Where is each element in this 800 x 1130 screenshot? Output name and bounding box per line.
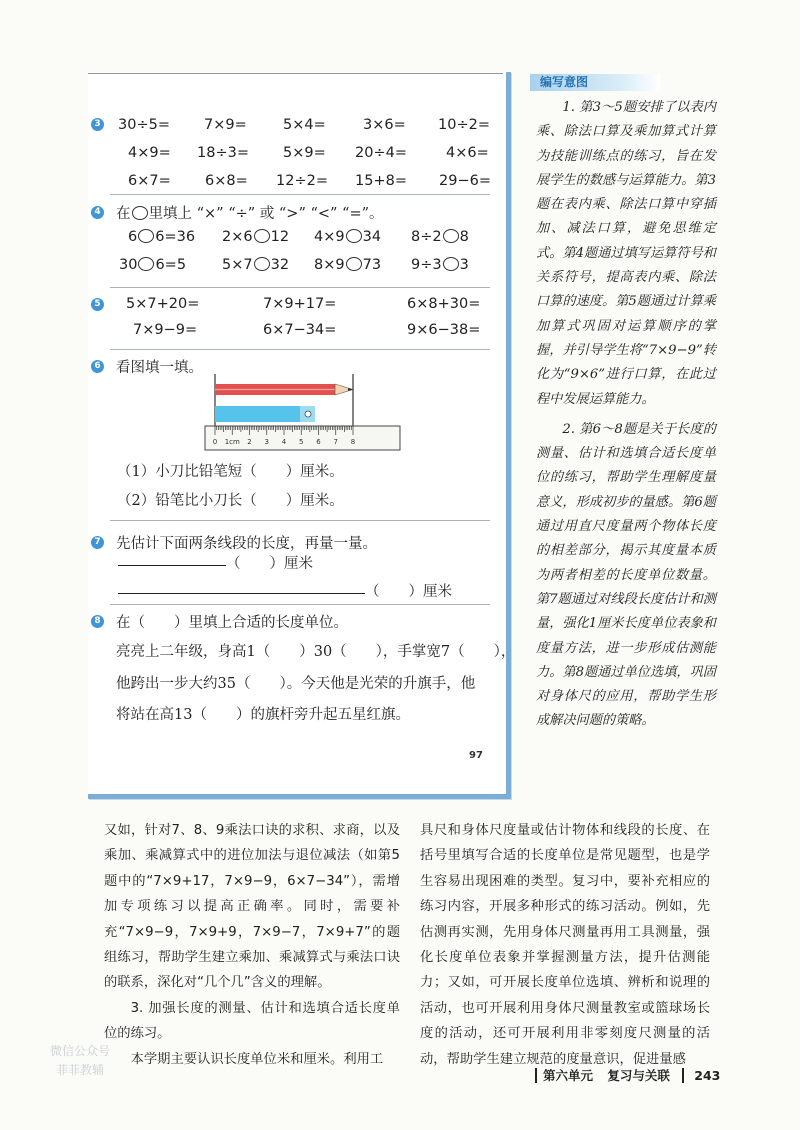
- ruler-label: 4: [281, 438, 287, 446]
- operator-item: 8÷2 8: [411, 229, 469, 245]
- line-segment-1: [118, 565, 226, 566]
- operator-item: 9÷3 3: [411, 257, 469, 273]
- operator-item: 2×6 12: [222, 229, 290, 245]
- circle-blank-icon: [132, 206, 148, 220]
- body-column-left: [104, 818, 400, 1072]
- watermark: [50, 1042, 110, 1080]
- circle-blank-icon[interactable]: [443, 229, 459, 243]
- circle-blank-icon[interactable]: [443, 257, 459, 271]
- footer-unit: 第六单元: [535, 1068, 593, 1083]
- exercise-6-question-1: （1）小刀比铅笔短（ ）厘米。: [117, 464, 344, 480]
- ruler-label: 1cm: [224, 438, 240, 446]
- equation: 6×7=: [128, 173, 171, 189]
- sidebar-paragraph-2: 2. 第6～8题是关于长度的测量、估计和选填合适长度单位的练习，帮助学生理解度量意义，形成初步的量感。第6题通过用直尺度量两个物体长度的相差部分，揭示其度量本质为两者相差的长度单位数量。第7题通过对线段长度估计和测量，强化1厘米长度单位表象和度量方法，进一步形成估测能力。第8题通过单位选填，巩固对身体尺的应用，帮助学生形成解决问题的策略。: [536, 421, 716, 729]
- knife-icon: [215, 406, 315, 422]
- equation: 6×8+30=: [407, 296, 481, 312]
- equation: 30÷5=: [118, 117, 170, 133]
- inner-page-number: 97: [469, 750, 483, 761]
- equation: 6×7−34=: [263, 322, 337, 338]
- equation: 3×6=: [363, 117, 406, 133]
- segment-2-answer-blank[interactable]: （ ）厘米: [365, 584, 452, 600]
- operator-item: 4×9 34: [314, 229, 382, 245]
- operator-item: 6 6=36: [128, 229, 196, 245]
- footer-section: 复习与关联: [607, 1068, 670, 1083]
- exercise-4-instruction: 在 里填上 “×” “÷” 或 “>” “<” “=”。: [116, 206, 384, 222]
- exercise-8-instruction: 在（ ）里填上合适的长度单位。: [116, 615, 348, 631]
- body-column-right: [420, 818, 710, 1072]
- exercise-8-line-2: 他跨出一步大约35（ ）。今天他是光荣的升旗手，他: [116, 676, 476, 692]
- equation: 5×4=: [283, 117, 326, 133]
- circle-blank-icon[interactable]: [346, 257, 362, 271]
- equation: 20÷4=: [355, 145, 407, 161]
- ruler-label: 2: [247, 438, 252, 446]
- circle-blank-icon[interactable]: [346, 229, 362, 243]
- body-paragraph: 又如，针对7、8、9乘法口诀的求积、求商，以及乘加、乘减算式中的进位加法与退位减法（如第5题中的“7×9+17，7×9−9，6×7−34”），需增加专项练习以提高正确率。同时，需要补充“7×9−9，7×9+9，7×9−7，7×9+7”的题组练习，帮助学生建立乘加、乘减算式与乘法口诀的联系，深化对“几个几”含义的理解。: [104, 823, 400, 991]
- equation: 18÷3=: [197, 145, 249, 161]
- equation: 7×9+17=: [263, 296, 337, 312]
- watermark-line-1: 微信公众号: [50, 1044, 111, 1058]
- exercise-number-4: 4: [91, 206, 104, 219]
- equation: 7×9−9=: [133, 322, 198, 338]
- equation: 10÷2=: [438, 117, 490, 133]
- ruler-label: 0: [212, 438, 218, 446]
- sidebar-text: [536, 96, 716, 734]
- operator-item: 30 6=5: [119, 257, 187, 273]
- body-paragraph: 本学期主要认识长度单位米和厘米。利用工: [130, 1051, 384, 1067]
- ruler-label: 7: [333, 438, 338, 446]
- sidebar-paragraph-1: 1. 第3～5题安排了以表内乘、除法口算及乘加算式计算为技能训练点的练习，旨在发展学生的数感与运算能力。第3题在表内乘、除法口算中穿插加、减法口算，避免思维定式。第4题通过填写运算符号和关系符号，提高表内乘、除法口算的速度。第5题通过计算乘加算式巩固对运算顺序的掌握，并引导学生将“7×9−9”转化为“9×6”进行口算，在此过程中发展运算能力。: [536, 100, 716, 407]
- equation: 4×6=: [446, 145, 489, 161]
- operator-item: 5×7 32: [222, 257, 290, 273]
- segment-row-2: [118, 580, 452, 601]
- exercise-number-5: 5: [91, 298, 104, 311]
- pencil-icon: [215, 384, 353, 395]
- separator: [110, 287, 490, 288]
- equation: 29−6=: [439, 173, 491, 189]
- segment-1-answer-blank[interactable]: （ ）厘米: [226, 556, 313, 572]
- footer-page-number: 243: [682, 1068, 720, 1083]
- exercise-number-7: 7: [91, 536, 104, 549]
- exercise-number-3: 3: [91, 118, 104, 131]
- equation: 15+8=: [355, 173, 407, 189]
- exercise-7-instruction: 先估计下面两条线段的长度，再量一量。: [116, 536, 377, 552]
- circle-blank-icon[interactable]: [138, 257, 154, 271]
- equation: 7×9=: [204, 117, 247, 133]
- exercise-number-6: 6: [91, 360, 104, 373]
- body-heading-3: 3. 加强长度的测量、估计和选填合适长度单位的练习。: [104, 1000, 400, 1042]
- operator-item: 8×9 73: [314, 257, 382, 273]
- separator: [110, 604, 490, 605]
- exercise-number-8: 8: [91, 615, 104, 628]
- ruler-figure: [200, 372, 410, 454]
- page-footer: [535, 1066, 720, 1084]
- exercise-6-question-2: （2）铅笔比小刀长（ ）厘米。: [117, 493, 344, 509]
- watermark-line-2: 菲菲教辅: [56, 1063, 105, 1077]
- page-top-rule: [88, 73, 503, 74]
- equation: 6×8=: [205, 173, 248, 189]
- equation: 5×9=: [283, 145, 326, 161]
- exercise-8-line-3: 将站在高13（ ）的旗杆旁升起五星红旗。: [116, 707, 410, 723]
- separator: [110, 520, 490, 521]
- ruler-label: 5: [299, 438, 304, 446]
- ruler-label: 3: [264, 438, 269, 446]
- sidebar-title: 编写意图: [530, 74, 660, 91]
- circle-blank-icon[interactable]: [138, 229, 154, 243]
- exercise-6-instruction: 看图填一填。: [116, 360, 203, 376]
- circle-blank-icon[interactable]: [254, 229, 270, 243]
- exercise-8-line-1: 亮亮上二年级，身高1（ ）30（ ），手掌宽7（ ），: [116, 644, 516, 660]
- segment-row-1: [118, 552, 313, 573]
- separator: [110, 194, 490, 195]
- ruler-label: 6: [316, 438, 321, 446]
- separator: [110, 349, 490, 350]
- equation: 4×9=: [128, 145, 171, 161]
- circle-blank-icon[interactable]: [254, 257, 270, 271]
- line-segment-2: [118, 593, 365, 594]
- body-paragraph: 具尺和身体尺度量或估计物体和线段的长度、在括号里填写合适的长度单位是常见题型，也是学生容易出现困难的类型。复习中，要补充相应的练习内容，开展多种形式的练习活动。例如，先估测再实测，先用身体尺测量再用工具测量，强化长度单位表象并掌握测量方法，提升估测能力；又如，可开展长度单位选填、辨析和说理的活动，也可开展利用身体尺测量教室或篮球场长度的活动，还可开展利用非零刻度尺测量的活动，帮助学生建立规范的度量意识，促进量感: [420, 823, 710, 1067]
- equation: 9×6−38=: [407, 322, 481, 338]
- equation: 5×7+20=: [126, 296, 200, 312]
- equation: 12÷2=: [276, 173, 328, 189]
- ruler-label: 8: [350, 438, 356, 446]
